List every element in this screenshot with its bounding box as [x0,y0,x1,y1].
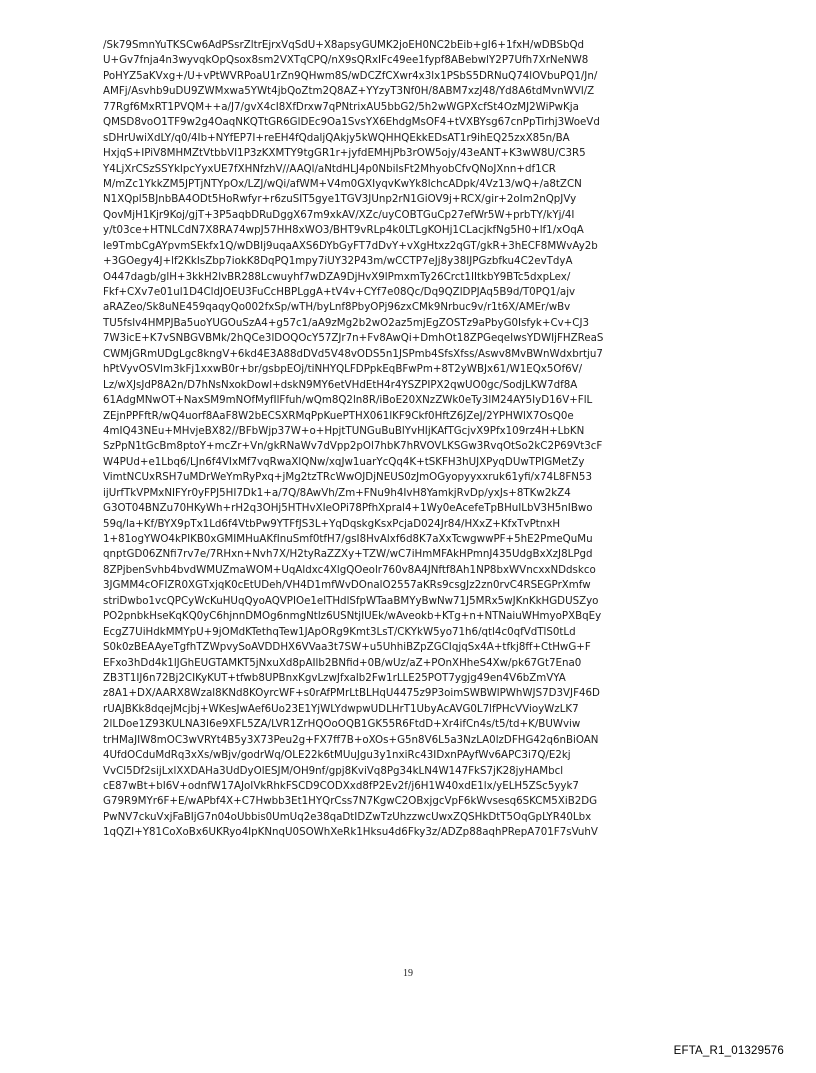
text-line: QMSD8voO1TF9w2g4OaqNKQTtGR6GlDEc9Oa1SvsYX6EhdgMsOF4+tVXBYsg67cnPpTirhj3WoeVd [103,116,600,129]
text-line: G3OT04BNZu70HKyWh+rH2q3OHj5HTHvXIeOPi78PfhXpral4+1Wy0eAcefeTpBHuILbV3H5nIBwo [103,502,593,515]
text-line: M/mZc1YkkZM5JPTjNTYpOx/LZJ/wQi/afWM+V4m0GXIyqvKwYk8lchcADpk/4Vz13/wQ+/a8tZCN [103,177,582,190]
text-line: 77Rgf6MxRT1PVQM++a/J7/gvX4cI8XfDrxw7qPNtrixAU5bbG2/5h2wWGPXcfSt4OzMJ2WiPwKja [103,100,579,113]
text-line: W4PUd+e1Lbq6/LJn6f4VIxMf7vqRwaXlQNw/xqJw1uarYcQq4K+tSKFH3hUJXPyqDUwTPIGMetZy [103,455,585,468]
text-line: 7W3icE+K7vSNBGVBMk/2hQCe3lDOQOcY57ZJr7n+Fv8AwQi+DmhOt18ZPGeqeIwsYDWIjFHZReaS [103,332,604,345]
text-line: /Sk79SmnYuTKSCw6AdPSsrZltrEjrxVqSdU+X8apsyGUMK2joEH0NC2bEib+gI6+1fxH/wDBSbQd [103,39,585,51]
text-line: PoHYZ5aKVxg+/U+vPtWVRPoaU1rZn9QHwm8S/wDCZfCXwr4x3lx1PSbS5DRNuQ74lOVbuPQ1/Jn/ [103,69,598,82]
text-line: Fkf+CXv7e01ul1D4CldJOEU3FuCcHBPLggA+tV4v+CYf7e08Qc/Dq9QZlDPJAq5B9d/T0PQ1/ajv [103,286,576,298]
text-line: 8ZPjbenSvhb4bvdWMUZmaWOM+UqAldxc4XlgQOeolr760v8A4JNftf8Ah1NP8bxWVncxxNDdskco [103,563,596,576]
text-line: S0k0zBEAAyeTgfhTZWpvySoAVDDHX6VVaa3t7SW+u5UhhiBZpZGCIqjqSx4A+tfkj8ff+CtHwG+F [103,641,591,654]
text-line: G79R9MYr6F+E/wAPbf4X+C7Hwbb3Et1HYQrCss7N7KgwC2OBxjgcVpF6kWvsesq6SKCM5XiB2DG [103,795,598,808]
text-line: PO2pnbkHseKqKQ0yC6hjnnDMOg6nmgNtlz6USNtjIUEk/wAveokb+KTg+n+NTNaiuWHmyoPXBqEy [103,610,602,623]
text-line: CWMjGRmUDgLgc8kngV+6kd4E3A88dDVd5V48vODS5n1JSPmb4SfsXfss/Aswv8MvBWnWdxbrtju7 [103,347,603,360]
text-line: Y4LjXrCSzSSYkIpcYyxUE7fXHNfzhV//AAQl/aNtdHLJ4p0NbiIsFt2MhyobCfvQNoJXnn+df1CR [103,162,556,175]
text-line: TU5fslv4HMPJBa5uoYUGOuSzA4+g57c1/aA9zMg2b2wO2az5mjEgZOSTz9aPbyG0Isfyk+Cv+CJ3 [103,316,589,329]
text-line: 61AdgMNwOT+NaxSM9mNOfMyfIlFfuh/wQm8Q2ln8R/iBoE20XNzZWk0eTy3lM24AY5IyD16V+FlL [103,394,593,407]
text-line: U+Gv7fnja4n3wyvqkOpQsox8sm2VXTqCPQ/nX9sQRxIFc49ee1fypf8ABebwlY2P7Ufh7XrNeNW8 [103,54,589,67]
text-line: EcgZ7UiHdkMMYpU+9jOMdKTethqTew1JApORg9Kmt3LsT/CKYkW5yo71h6/qtl4c0qfVdTlS0tLd [103,625,576,638]
text-line: ijUrfTkVPMxNIFYr0yFPJ5HI7Dk1+a/7Q/8AwVh/Zm+FNu9h4IvH8YamkjRvDp/yxJs+8TKw2kZ4 [103,486,571,499]
text-line: hPtVyvOSVlm3kFj1xxwB0r+br/gsbpEOj/tiNHYQLFDPpkEqBFwPm+8T2yWBJx61/W1EQx5Of6V/ [103,363,583,376]
text-line: aRAZeo/Sk8uNE459qaqyQo002fxSp/wTH/byLnf8PbyOPj96zxCMk9Nrbuc9v/r1t6X/AMEr/wBv [103,301,571,314]
page-number: 19 [403,968,413,979]
encoded-text-block [103,38,723,841]
text-line: 4UfdOCduMdRq3xXs/wBjv/godrWq/OLE22k6tMUuJgu3y1nxiRc43IDxnPAyfWv6APC3i7Q/E2kj [103,749,571,762]
text-line: VvCl5Df2sijLxlXXDAHa3UdDyOlESJM/OH9nf/gpj8KviVq8Pg34kLN4W147FkS7jK28jyHAMbcl [103,764,564,777]
text-line: QovMjH1Kjr9Koj/gjT+3P5aqbDRuDggX67m9xkAV/XZc/uyCOBTGuCp27efWr5W+prbTY/kYj/4I [103,208,575,221]
text-line: AMFj/Asvhb9uDU9ZWMxwa5YWt4jbQoZtm2Q8AZ+YYzyT3Nf0H/8ABM7xzJ48/Yd8A6tdMvnWVl/Z [103,85,595,98]
text-line: 4mIQ43NEu+MHvjeBX82//BFbWjp37W+o+HpjtTUNGuBuBlYvHIjKAfTGcjvX9Pfx109rz4H+LbKN [103,424,585,437]
text-line: 59q/la+Kf/BYX9pTx1Ld6f4VtbPw9YTFfJS3L+YqDqskgKsxPcjaD024Jr84/HXxZ+KfxTvPtnxH [103,517,561,530]
text-line: HxjqS+IPiV8MHMZtVtbbVI1P3zKXMTY9tgGR1r+jyfdEMHjPb3rOW5ojy/43eANT+K3wW8U/C3R5 [103,147,586,160]
text-line: ZEjnPPFftR/wQ4uorf8AaF8W2bECSXRMqPpKuePTHX061lKF9Ckf0HftZ6JZeJ/2YPHWlX7OsQ0e [103,409,574,422]
text-line: sDHrUwiXdLY/q0/4Ib+NYfEP7I+reEH4fQdaljQAkjy5kWQHHQEkkEDsAT1r9ihEQ25zxX85n/BA [103,131,570,144]
text-line: ZB3T1IJ6n72Bj2CIKyKUT+tfwb8UPBnxKgvLzwJfxalb2Fw1rLLE25POT7ygjg49en4V6bZmVYA [103,671,566,684]
text-line: O447dagb/glH+3kkH2lvBR288Lcwuyhf7wDZA9DjHvX9lPmxmTy26Crct1IItkbY9BTc5dxpLex/ [103,270,571,283]
text-line: 2lLDoe1Z93KULNA3I6e9XFL5ZA/LVR1ZrHQOoOQB1GK55R6FtdD+Xr4ifCn4s/t5/td+K/BUWviw [103,718,581,731]
document-id: EFTA_R1_01329576 [673,1045,784,1057]
text-line: trHMaJIW8mOC3wVRYt4B5y3X73Peu2g+FX7ff7B+oXOs+G5n8V6L5a3NzLA0lzDFHG42q6nBiOAN [103,733,599,746]
text-line: 3JGMM4cOFIZR0XGTxjqK0cEtUDeh/VH4D1mfWvDOnalO2557aKRs9csgJz2zn0rvC4RSEGPrXmfw [103,579,591,592]
text-line: z8A1+DX/AARX8Wzal8KNd8KOyrcWF+s0rAfPMrLtBLHqU4475z9P3oimSWBWlPWhWJS7D3VJF46D [103,687,600,700]
text-line: +3GOegy4J+lf2KkIsZbp7iokK8DqPQ1mpy7iUY32P43m/wCCTP7eJj8y38IJPGzbfku4C2evTdyA [103,255,573,268]
text-line: 1qQZI+Y81CoXoBx6UKRyo4IpKNnqU0SOWhXeRk1Hksu4d6Fky3z/ADZp88aqhPRepA701F7sVuhV [103,826,598,839]
text-line: N1XQpl5BJnbBA4ODt5HoRwfyr+r6zuSIT5gye1TGV3JUnp2rN1GiOV9j+RCX/gir+2oIm2nQpJVy [103,193,577,206]
text-line: EFxo3hDd4k1lJGhEUGTAMKT5jNxuXd8pAIlb2BNfid+0B/wUz/aZ+POnXHheS4Xw/pk67Gt7Ena0 [103,656,582,669]
text-line: VimtNCUxRSH7uMDrWeYmRyPxq+jMg2tzTRcWwOJDjNEUS0zJmOGyopyyxxruk61yfi/x74L8FN53 [103,471,592,484]
text-line: 1+81ogYWO4kPIKB0xGMIMHuAKfInuSmf0tfH7/gsI8HvAlxf6d8K7aXxTcwgwwPF+5hE2PmeQuMu [103,533,593,545]
text-line: rUAJBKk8dqejMcjbj+WKesJwAef6Uo23E1YjWLYdwpwUDLHrT1UbyAcAVG0L7lfPHcVVioyWzLK7 [103,702,579,715]
text-line: PwNV7ckuVxjFaBIjG7n04oUbbis0UmUq2e38qaDtIDZwTzUhzzwcUwxZQSHkDtT5OqGpLYR40Lbx [103,810,592,823]
text-line: SzPpN1tGcBm8ptoY+mcZr+Vn/gkRNaWv7dVpp2pOl7hbK7hRVOVLKSGw3RvqOtSo2kC2P69Vt3cF [103,440,603,453]
text-line: striDwbo1vcQPCyWcKuHUqQyoAQVPIOe1elTHdlSfpWTaaBMYyBwNw71J5MRx5wJKnKkHGDUSZyo [103,594,599,607]
text-line: cE87wBt+bI6V+odnfW17AJoIVkRhkFSCD9CODXxd8fP2Ev2f/j6H1W40xdE1lx/yELH5ZSc5yyk7 [103,780,579,792]
text-line: qnptGD06ZNfi7rv7e/7RHxn+Nvh7X/H2tyRaZZXy+TZW/wC7iHmMFAkHPmnJ435UdgBxXzJ8LPgd [103,548,593,561]
text-line: le9TmbCgAYpvmSEkfx1Q/wDBIj9uqaAXS6DYbGyFT7dDvY+vXgHtxz2qGT/gkR+3hECF8MWvAy2b [103,239,598,252]
text-line: Lz/wXJsJdP8A2n/D7hNsNxokDowl+dskN9MY6etVHdEtH4r4YSZPIPX2qwUO0gc/SodjLKW7df8A [103,378,578,391]
text-line: y/t03ce+HTNLCdN7X8RA74wpJ57HH8xWO3/BHT9vRLp4k0LTLgKOHj1CLacjkfNg5H0+lf1/xOqA [103,224,584,237]
